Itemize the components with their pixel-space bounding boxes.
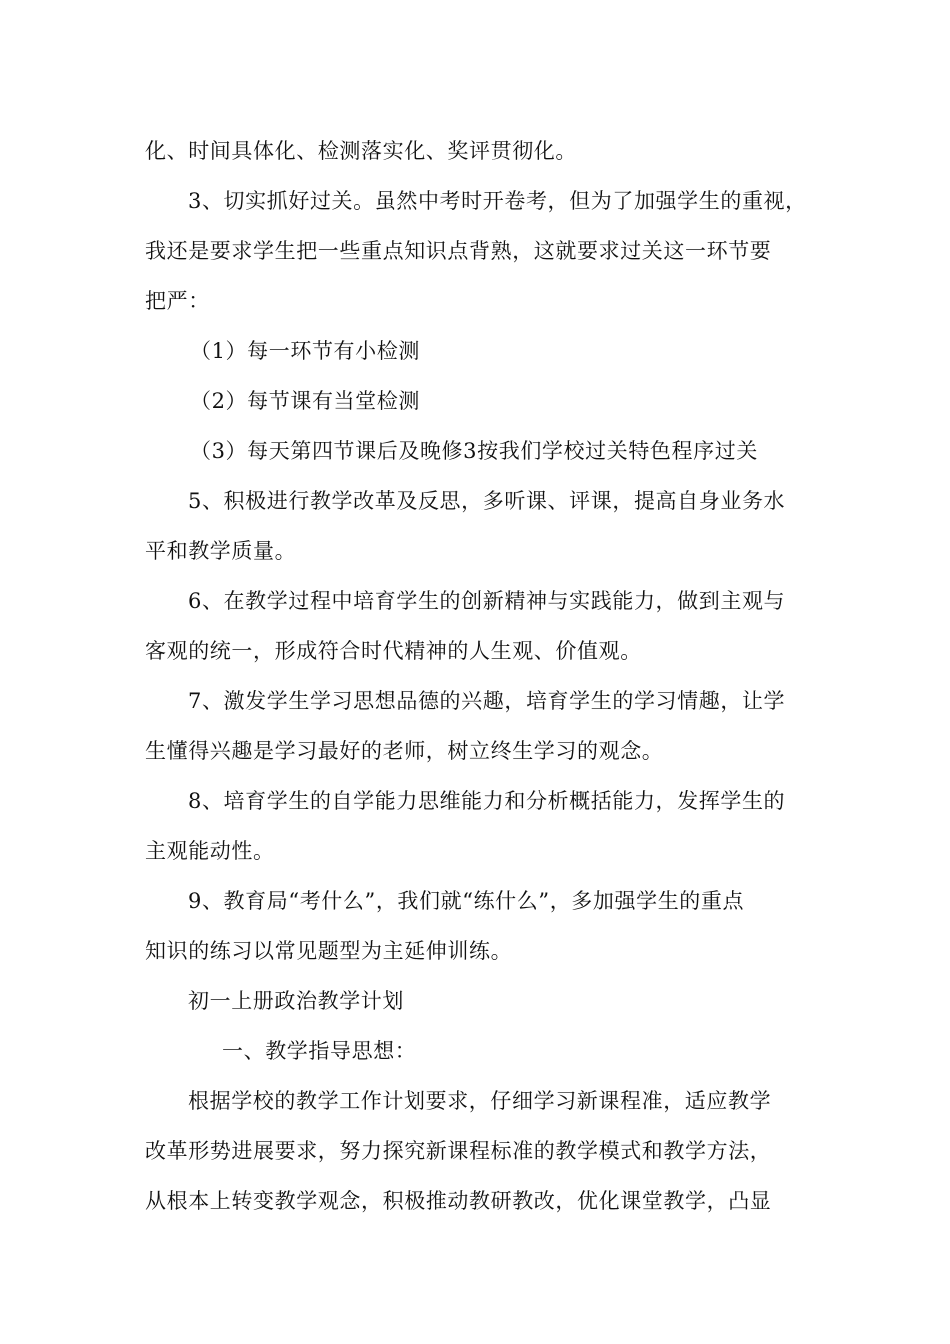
list-item: （2）每节课有当堂检测 — [190, 389, 420, 413]
text-line: 我还是要求学生把一些重点知识点背熟，这就要求过关这一环节要 — [145, 239, 772, 263]
text-line: 从根本上转变教学观念，积极推动教研教改，优化课堂教学，凸显 — [145, 1189, 772, 1213]
text-line: 改革形势进展要求，努力探究新课程标准的教学模式和教学方法， — [145, 1139, 772, 1163]
list-item: （3）每天第四节课后及晚修3按我们学校过关特色程序过关 — [190, 439, 758, 463]
text-line: 知识的练习以常见题型为主延伸训练。 — [145, 939, 513, 963]
text-line: 主观能动性。 — [145, 839, 275, 863]
text-line: 化、时间具体化、检测落实化、奖评贯彻化。 — [145, 139, 577, 163]
text-line: 生懂得兴趣是学习最好的老师，树立终生学习的观念。 — [145, 739, 664, 763]
text-line: 平和教学质量。 — [145, 539, 297, 563]
text-line: 7、激发学生学习思想品德的兴趣，培育学生的学习情趣，让学 — [188, 689, 786, 713]
text-line: 9、教育局“考什么”，我们就“练什么”，多加强学生的重点 — [188, 889, 745, 913]
text-line: 3、切实抓好过关。虽然中考时开卷考，但为了加强学生的重视， — [188, 189, 807, 213]
section-heading: 一、教学指导思想： — [222, 1039, 417, 1063]
text-line: 8、培育学生的自学能力思维能力和分析概括能力，发挥学生的 — [188, 789, 786, 813]
text-line: 根据学校的教学工作计划要求，仔细学习新课程准，适应教学 — [188, 1089, 772, 1113]
text-line: 6、在教学过程中培育学生的创新精神与实践能力，做到主观与 — [188, 589, 786, 613]
text-line: 客观的统一，形成符合时代精神的人生观、价值观。 — [145, 639, 642, 663]
list-item: （1）每一环节有小检测 — [190, 339, 420, 363]
section-title: 初一上册政治教学计划 — [188, 989, 404, 1013]
text-line: 把严： — [145, 289, 210, 313]
text-line: 5、积极进行教学改革及反思，多听课、评课，提高自身业务水 — [188, 489, 786, 513]
